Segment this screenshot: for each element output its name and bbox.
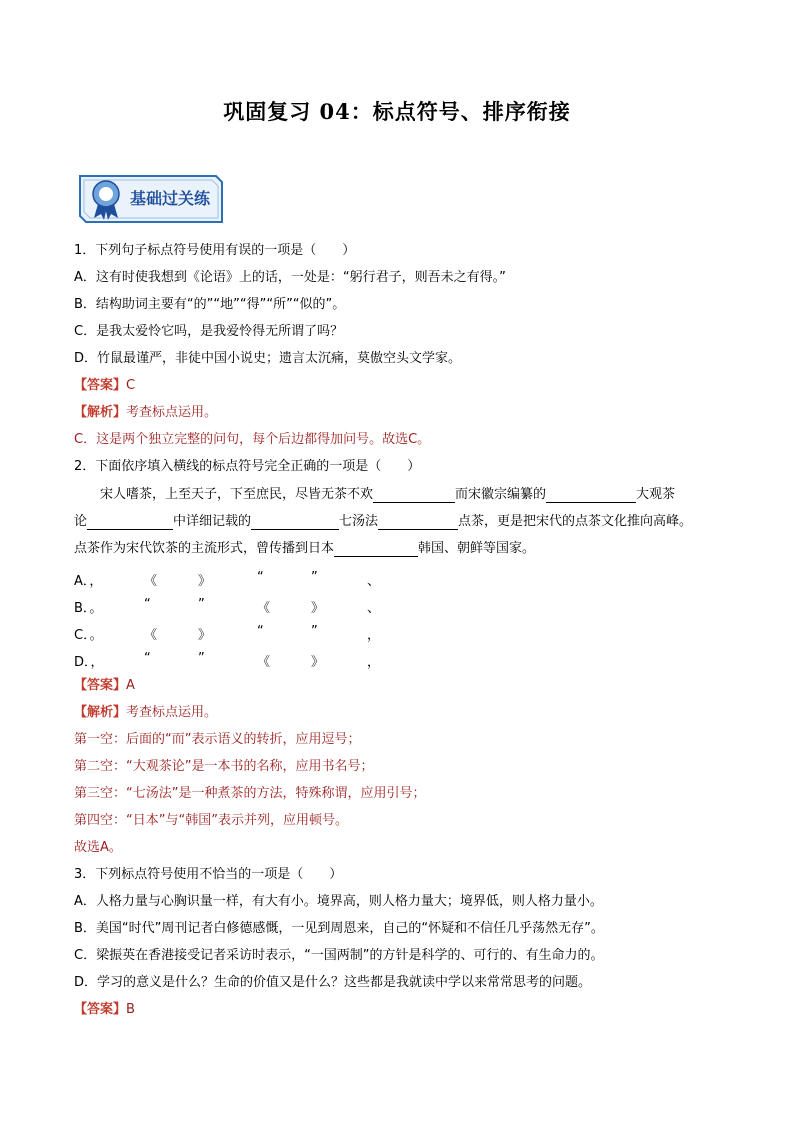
option-mark: “: [257, 624, 264, 639]
option-mark: 》: [311, 601, 325, 616]
option-label: C．。: [74, 628, 103, 643]
q2-explain-1: 第一空：后面的“而”表示语义的转折，应用逗号；: [74, 732, 361, 747]
q3-option-a: A．人格力量与心胸识量一样，有大有小。境界高，则人格力量大；境界低，则人格力量小。: [74, 894, 603, 909]
analysis-text: 考查标点运用。: [126, 405, 218, 420]
q2-passage-line-3: [74, 541, 535, 557]
blank-4: [334, 542, 418, 557]
option-mark: ”: [198, 651, 205, 666]
option-mark: ”: [311, 624, 318, 639]
option-mark: 、: [367, 574, 381, 589]
passage-text: 而宋徽宗编纂的: [455, 487, 547, 502]
answer-value: C: [126, 378, 136, 393]
blank-2: [546, 488, 636, 503]
q2-analysis: [74, 705, 217, 721]
option-mark: 《: [257, 601, 271, 616]
passage-text: 点茶，更是把宋代的点茶文化推向高峰。: [458, 514, 693, 529]
badge-label: 基础过关练: [130, 189, 211, 208]
option-mark: 《: [144, 628, 158, 643]
q1-option-b: B．结构助词主要有“的”“地”“得”“所”“似的”。: [74, 297, 346, 312]
passage-text: 论: [74, 514, 88, 529]
q1-answer: [74, 378, 135, 394]
option-mark: 》: [198, 628, 212, 643]
passage-text: 大观茶: [636, 487, 676, 502]
q3-stem: 3．下列标点符号使用不恰当的一项是（ ）: [74, 867, 343, 882]
option-mark: ，: [367, 628, 381, 643]
option-mark: ，: [367, 655, 381, 670]
analysis-text: 考查标点运用。: [126, 705, 218, 720]
option-mark: “: [144, 651, 151, 666]
blank-3: [251, 515, 339, 530]
passage-text: 中详细记载的: [173, 514, 252, 529]
q1-option-d: D．竹鼠最谨严，非徒中国小说史；遗言太沉痛，莫傲空头文学家。: [74, 351, 462, 366]
analysis-tag: 【解析】: [74, 705, 127, 720]
option-mark: 》: [198, 574, 212, 589]
passage-text: 点茶作为宋代饮茶的主流形式，曾传播到日本: [74, 541, 335, 556]
option-mark: ”: [311, 570, 318, 585]
q3-answer: [74, 1002, 135, 1018]
q1-explain: C．这是两个独立完整的问句，每个后边都得加问号。故选C。: [74, 432, 431, 447]
q2-explain-3: 第三空：“七汤法”是一种煮茶的方法，特殊称谓，应用引号；: [74, 786, 426, 801]
q2-passage-line-2: [74, 514, 692, 530]
q1-option-c: C．是我太爱怜它吗，是我爱怜得无所谓了吗？: [74, 324, 344, 339]
q2-explain-4: 第四空：“日本”与“韩国”表示并列，应用顿号。: [74, 813, 348, 828]
q1-stem: 1．下列句子标点符号使用有误的一项是（ ）: [74, 243, 356, 258]
q2-explain-2: 第二空：“大观茶论”是一本书的名称，应用书名号；: [74, 759, 374, 774]
page-title: 巩固复习 04：标点符号、排序衔接: [223, 99, 571, 124]
q3-option-d: D．学习的意义是什么？生命的价值又是什么？这些都是我就读中学以来常常思考的问题。: [74, 975, 592, 990]
answer-value: B: [126, 1002, 135, 1017]
q2-stem: 2．下面依序填入横线的标点符号完全正确的一项是（ ）: [74, 459, 421, 474]
q3-option-c: C．梁振英在香港接受记者采访时表示，“一国两制”的方针是科学的、可行的、有生命力的。: [74, 948, 604, 963]
option-mark: 、: [367, 601, 381, 616]
q3-option-b: B．美国“时代”周刊记者白修德感慨，一见到周恩来，自己的“怀疑和不信任几乎荡然无存”。: [74, 921, 604, 936]
q1-analysis: [74, 405, 217, 421]
q2-explain-5: 故选A。: [74, 840, 122, 855]
blank-3-cont: [378, 515, 458, 530]
option-mark: 》: [311, 655, 325, 670]
q2-answer: [74, 678, 135, 694]
passage-text: 七汤法: [339, 514, 379, 529]
passage-text: 韩国、朝鲜等国家。: [418, 541, 536, 556]
option-label: D．，: [74, 655, 104, 670]
answer-tag: 【答案】: [74, 378, 127, 393]
blank-1: [373, 488, 455, 503]
q2-passage-line-1: [100, 487, 675, 503]
option-mark: “: [144, 597, 151, 612]
answer-tag: 【答案】: [74, 1002, 127, 1017]
q1-option-a: A．这有时使我想到《论语》上的话，一处是：“躬行君子，则吾未之有得。”: [74, 270, 506, 285]
answer-tag: 【答案】: [74, 678, 127, 693]
passage-text: 宋人嗜茶，上至天子，下至庶民，尽皆无茶不欢: [100, 487, 374, 502]
section-badge: [76, 170, 226, 230]
option-label: B．。: [74, 601, 103, 616]
blank-2-cont: [87, 515, 173, 530]
option-label: A．，: [74, 574, 103, 589]
option-mark: 《: [144, 574, 158, 589]
analysis-tag: 【解析】: [74, 405, 127, 420]
option-mark: 《: [257, 655, 271, 670]
option-mark: ”: [198, 597, 205, 612]
answer-value: A: [126, 678, 135, 693]
option-mark: “: [257, 570, 264, 585]
